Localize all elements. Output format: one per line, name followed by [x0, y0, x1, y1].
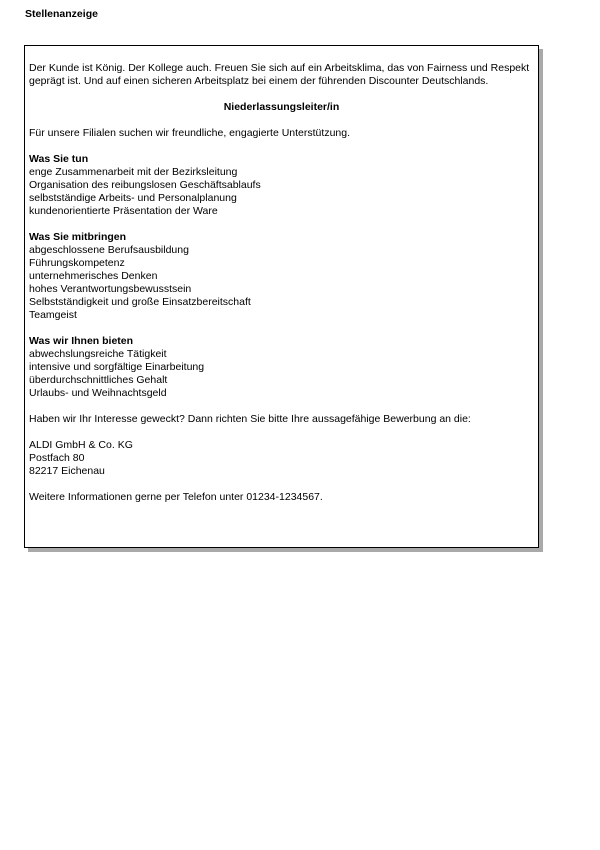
list-item: Teamgeist [29, 309, 77, 321]
list-item: intensive und sorgfältige Einarbeitung [29, 361, 205, 373]
address-city: 82217 Eichenau [29, 465, 105, 477]
lead-text: Für unsere Filialen suchen wir freundliche, engagierte Unterstützung. [29, 127, 351, 139]
address-street: Postfach 80 [29, 452, 85, 464]
section-benefits [29, 335, 534, 400]
list-item: überdurchschnittliches Gehalt [29, 374, 168, 386]
postal-address [29, 439, 534, 478]
section-list [29, 348, 534, 400]
list-item: kundenorientierte Präsentation der Ware [29, 205, 218, 217]
list-item: unternehmerisches Denken [29, 270, 158, 282]
section-heading: Was wir Ihnen bieten [29, 335, 134, 347]
section-heading: Was Sie mitbringen [29, 231, 127, 243]
section-requirements [29, 231, 534, 322]
contact-info: Weitere Informationen gerne per Telefon unter 01234-1234567. [29, 491, 323, 503]
address-company: ALDI GmbH & Co. KG [29, 439, 133, 451]
list-item: enge Zusammenarbeit mit der Bezirksleitung [29, 166, 238, 178]
section-list [29, 244, 534, 322]
list-item: selbstständige Arbeits- und Personalplanung [29, 192, 237, 204]
call-to-action: Haben wir Ihr Interesse geweckt? Dann richten Sie bitte Ihre aussagefähige Bewerbung an die: [29, 413, 471, 425]
job-ad-box [24, 45, 539, 548]
section-tasks [29, 153, 534, 218]
section-list [29, 166, 534, 218]
list-item: abgeschlossene Berufsausbildung [29, 244, 189, 256]
list-item: Organisation des reibungslosen Geschäftsablaufs [29, 179, 261, 191]
list-item: Urlaubs- und Weihnachtsgeld [29, 387, 167, 399]
list-item: hohes Verantwortungsbewusstsein [29, 283, 192, 295]
list-item: Selbstständigkeit und große Einsatzbereitschaft [29, 296, 251, 308]
list-item: Führungskompetenz [29, 257, 125, 269]
page-title: Stellenanzeige [25, 8, 98, 20]
section-heading: Was Sie tun [29, 153, 89, 165]
list-item: abwechslungsreiche Tätigkeit [29, 348, 167, 360]
job-title: Niederlassungsleiter/in [223, 101, 340, 113]
intro-text: Der Kunde ist König. Der Kollege auch. Freuen Sie sich auf ein Arbeitsklima, das von Fairness und Respekt geprägt ist. Und auf einen sicheren Arbeitsplatz bei einem der führenden Discounter Deutschlands. [29, 62, 530, 87]
